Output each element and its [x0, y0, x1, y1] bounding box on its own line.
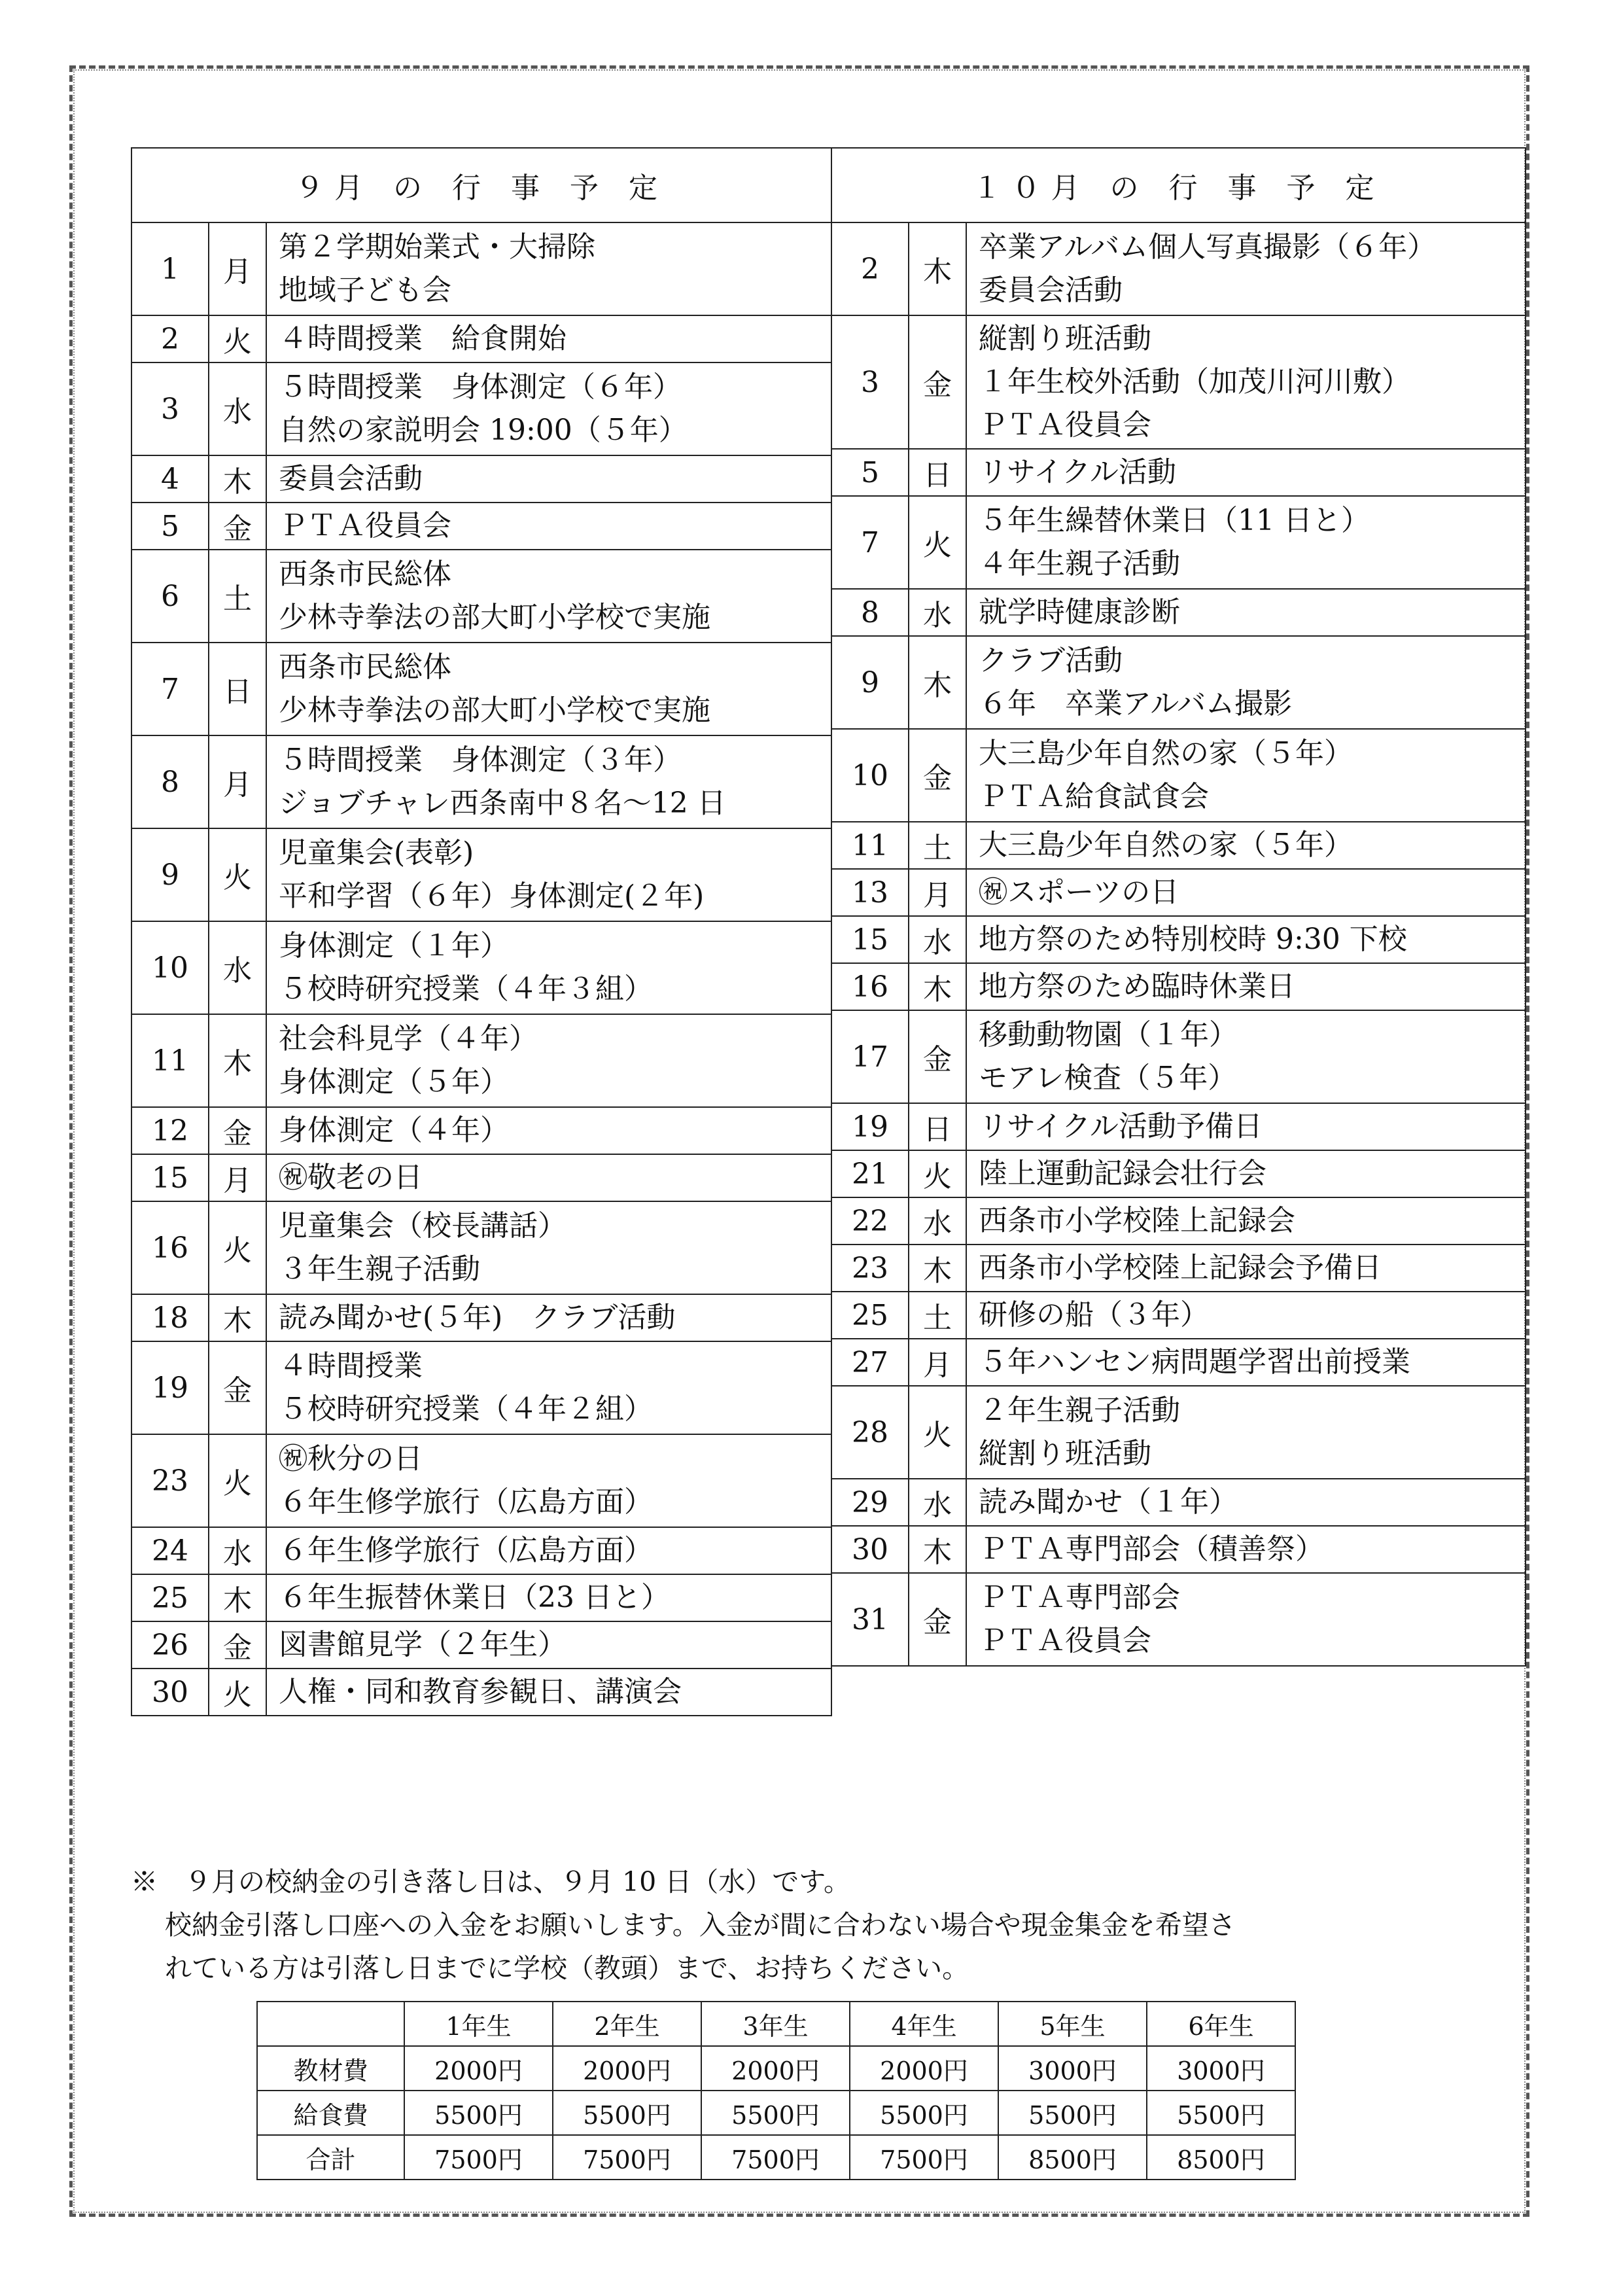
fee-row — [257, 2135, 1295, 2180]
events-cell — [266, 455, 831, 503]
day-cell: 25 — [831, 1292, 909, 1339]
schedule-row — [831, 1339, 1526, 1386]
event-text: ６年生修学旅行（広島方面） — [279, 1534, 653, 1567]
event-text: 大三島少年自然の家（５年） — [979, 828, 1353, 862]
weekday-cell: 金 — [909, 1010, 966, 1103]
event-text: 西条市民総体 — [279, 557, 451, 591]
event-text: ６年生振替休業日（23 日と） — [279, 1581, 670, 1614]
day-cell: 5 — [831, 449, 909, 496]
events-cell — [966, 1479, 1526, 1526]
fee-cell — [257, 2002, 404, 2046]
events-cell — [266, 222, 831, 315]
event-text: 平和学習（６年）身体測定(２年) — [279, 879, 705, 913]
events-cell — [266, 1014, 831, 1107]
day-cell: 5 — [131, 503, 209, 550]
fee-cell: 5500円 — [701, 2091, 850, 2135]
fee-row — [257, 2046, 1295, 2091]
schedule-row — [831, 1292, 1526, 1339]
event-text: 就学時健康診断 — [979, 595, 1180, 629]
weekday-cell: 水 — [209, 362, 266, 455]
fee-cell: 1年生 — [404, 2002, 553, 2046]
weekday-cell: 火 — [209, 1434, 266, 1527]
event-text: ㊗スポーツの日 — [979, 875, 1179, 909]
weekday-cell: 水 — [909, 1197, 966, 1245]
schedule-row — [131, 1014, 831, 1107]
day-cell: 6 — [131, 550, 209, 643]
schedule-row — [131, 503, 831, 550]
events-cell — [266, 1669, 831, 1716]
weekday-cell: 金 — [209, 1621, 266, 1669]
day-cell: 25 — [131, 1574, 209, 1621]
fee-cell: 8500円 — [1147, 2135, 1295, 2180]
day-cell: 13 — [831, 869, 909, 916]
weekday-cell: 金 — [209, 503, 266, 550]
event-text: 縦割り班活動 — [979, 1437, 1151, 1470]
events-cell — [266, 921, 831, 1014]
events-cell — [266, 828, 831, 921]
event-text: 委員会活動 — [979, 274, 1123, 307]
fee-cell: 5500円 — [553, 2091, 701, 2135]
day-cell: 30 — [131, 1669, 209, 1716]
event-text: ６年生修学旅行（広島方面） — [279, 1485, 653, 1519]
schedule-row — [131, 222, 831, 315]
day-cell: 7 — [831, 496, 909, 589]
event-text: 西条市民総体 — [279, 650, 451, 684]
weekday-cell: 土 — [209, 550, 266, 643]
schedule-row — [831, 222, 1526, 315]
events-cell — [266, 735, 831, 828]
fee-cell: 5年生 — [998, 2002, 1147, 2046]
schedule-row — [131, 1574, 831, 1621]
event-text: 身体測定（４年） — [279, 1114, 509, 1147]
weekday-cell: 木 — [909, 1526, 966, 1573]
day-cell: 27 — [831, 1339, 909, 1386]
fee-cell: 5500円 — [998, 2091, 1147, 2135]
weekday-cell: 火 — [209, 315, 266, 362]
event-text: 身体測定（５年） — [279, 1065, 509, 1099]
day-cell: 15 — [131, 1154, 209, 1201]
weekday-cell: 木 — [909, 1245, 966, 1292]
october-title: １０月 の 行 事 予 定 — [831, 148, 1526, 222]
event-text: 研修の船（３年） — [979, 1298, 1209, 1332]
schedule-row — [831, 1573, 1526, 1666]
event-text: 少林寺拳法の部大町小学校で実施 — [279, 601, 710, 634]
schedule-row — [831, 1386, 1526, 1479]
events-cell — [266, 1527, 831, 1574]
schedule-row — [831, 636, 1526, 729]
schedule-row — [831, 589, 1526, 636]
fee-cell: 7500円 — [701, 2135, 850, 2180]
event-text: 縦割り班活動 — [979, 322, 1151, 355]
weekday-cell: 水 — [209, 1527, 266, 1574]
event-text: ５年ハンセン病問題学習出前授業 — [979, 1345, 1410, 1379]
fee-note-line3: れている方は引落し日までに学校（教頭）まで、お持ちください。 — [165, 1952, 969, 1984]
fee-table — [256, 2001, 1296, 2180]
event-text: 少林寺拳法の部大町小学校で実施 — [279, 694, 710, 727]
event-text: ㊗秋分の日 — [279, 1442, 423, 1475]
weekday-cell: 月 — [209, 1154, 266, 1201]
event-text: ２年生親子活動 — [979, 1394, 1180, 1427]
events-cell — [966, 1526, 1526, 1573]
day-cell: 16 — [831, 963, 909, 1010]
day-cell: 15 — [831, 916, 909, 963]
day-cell: 17 — [831, 1010, 909, 1103]
fee-cell: 2000円 — [850, 2046, 998, 2091]
weekday-cell: 金 — [909, 1573, 966, 1666]
day-cell: 24 — [131, 1527, 209, 1574]
fee-cell: 5500円 — [850, 2091, 998, 2135]
events-cell — [966, 869, 1526, 916]
day-cell: 9 — [831, 636, 909, 729]
fee-cell: 2000円 — [553, 2046, 701, 2091]
events-cell — [266, 643, 831, 735]
schedule-row — [831, 963, 1526, 1010]
event-text: 図書館見学（２年生） — [279, 1628, 567, 1661]
event-text: 西条市小学校陸上記録会予備日 — [979, 1251, 1382, 1284]
day-cell: 9 — [131, 828, 209, 921]
event-text: 児童集会(表彰) — [279, 836, 474, 870]
weekday-cell: 水 — [909, 916, 966, 963]
day-cell: 11 — [131, 1014, 209, 1107]
day-cell: 30 — [831, 1526, 909, 1573]
schedule-row — [831, 1479, 1526, 1526]
weekday-cell: 火 — [909, 1150, 966, 1197]
day-cell: 7 — [131, 643, 209, 735]
events-cell — [966, 636, 1526, 729]
weekday-cell: 金 — [209, 1341, 266, 1434]
events-cell — [966, 1573, 1526, 1666]
weekday-cell: 火 — [209, 828, 266, 921]
weekday-cell: 木 — [209, 455, 266, 503]
events-cell — [966, 1197, 1526, 1245]
event-text: ３年生親子活動 — [279, 1252, 480, 1286]
weekday-cell: 火 — [909, 496, 966, 589]
day-cell: 8 — [831, 589, 909, 636]
event-text: ＰＴＡ役員会 — [279, 509, 451, 542]
events-cell — [266, 1434, 831, 1527]
events-cell — [966, 1010, 1526, 1103]
event-text: モアレ検査（５年） — [979, 1061, 1237, 1095]
day-cell: 3 — [131, 362, 209, 455]
fee-cell: 3000円 — [998, 2046, 1147, 2091]
weekday-cell: 木 — [909, 636, 966, 729]
events-cell — [966, 1150, 1526, 1197]
day-cell: 23 — [131, 1434, 209, 1527]
schedule-row — [131, 1107, 831, 1154]
fee-cell: 教材費 — [257, 2046, 404, 2091]
event-text: 大三島少年自然の家（５年） — [979, 737, 1353, 770]
schedule-row — [131, 828, 831, 921]
day-cell: 21 — [831, 1150, 909, 1197]
weekday-cell: 日 — [909, 449, 966, 496]
event-text: 西条市小学校陸上記録会 — [979, 1204, 1295, 1237]
schedule-row — [831, 1150, 1526, 1197]
events-cell — [966, 315, 1526, 449]
schedule-row — [831, 729, 1526, 822]
schedule-row — [131, 362, 831, 455]
event-text: 委員会活動 — [279, 462, 423, 495]
events-cell — [966, 916, 1526, 963]
events-cell — [266, 1154, 831, 1201]
day-cell: 4 — [131, 455, 209, 503]
schedule-row — [131, 921, 831, 1014]
schedule-row — [131, 1154, 831, 1201]
weekday-cell: 木 — [209, 1574, 266, 1621]
fee-cell: 6年生 — [1147, 2002, 1295, 2046]
events-cell — [266, 362, 831, 455]
schedule-row — [831, 1103, 1526, 1150]
event-text: 地域子ども会 — [279, 274, 451, 307]
weekday-cell: 月 — [209, 222, 266, 315]
schedule-row — [831, 1526, 1526, 1573]
weekday-cell: 月 — [909, 869, 966, 916]
schedule-row — [831, 916, 1526, 963]
day-cell: 2 — [831, 222, 909, 315]
weekday-cell: 金 — [909, 729, 966, 822]
events-cell — [966, 1339, 1526, 1386]
weekday-cell: 金 — [209, 1107, 266, 1154]
fee-cell: 7500円 — [850, 2135, 998, 2180]
fee-cell: 5500円 — [404, 2091, 553, 2135]
weekday-cell: 水 — [909, 589, 966, 636]
event-text: 自然の家説明会 19:00（５年） — [279, 414, 688, 447]
event-text: 地方祭のため特別校時 9:30 下校 — [979, 923, 1407, 956]
weekday-cell: 木 — [909, 963, 966, 1010]
day-cell: 8 — [131, 735, 209, 828]
fee-cell: 3000円 — [1147, 2046, 1295, 2091]
event-text: ＰＴＡ役員会 — [979, 1624, 1151, 1657]
weekday-cell: 日 — [909, 1103, 966, 1150]
day-cell: 22 — [831, 1197, 909, 1245]
schedule-row — [131, 1434, 831, 1527]
fee-note-line1: ※ ９月の校納金の引き落し日は、９月 10 日（水）です。 — [131, 1866, 850, 1898]
event-text: ６年 卒業アルバム撮影 — [979, 687, 1293, 720]
events-cell — [266, 503, 831, 550]
weekday-cell: 日 — [209, 643, 266, 735]
event-text: ５年生繰替休業日（11 日と） — [979, 504, 1370, 537]
event-text: 読み聞かせ(５年) クラブ活動 — [279, 1301, 676, 1334]
weekday-cell: 土 — [909, 822, 966, 869]
event-text: ＰＴＡ専門部会（積善祭） — [979, 1532, 1324, 1566]
weekday-cell: 金 — [909, 315, 966, 449]
october-schedule-table — [831, 147, 1526, 1667]
event-text: １年生校外活動（加茂川河川敷） — [979, 365, 1410, 398]
schedule-row — [131, 1201, 831, 1294]
fee-cell: 7500円 — [553, 2135, 701, 2180]
schedule-row — [131, 550, 831, 643]
schedule-row — [831, 1010, 1526, 1103]
events-cell — [966, 496, 1526, 589]
events-cell — [966, 222, 1526, 315]
day-cell: 19 — [131, 1341, 209, 1434]
fee-row — [257, 2091, 1295, 2135]
events-cell — [266, 1201, 831, 1294]
weekday-cell: 土 — [909, 1292, 966, 1339]
weekday-cell: 火 — [909, 1386, 966, 1479]
event-text: ＰＴＡ役員会 — [979, 408, 1151, 442]
events-cell — [266, 1574, 831, 1621]
day-cell: 11 — [831, 822, 909, 869]
weekday-cell: 木 — [209, 1014, 266, 1107]
weekday-cell: 水 — [209, 921, 266, 1014]
schedule-row — [131, 1621, 831, 1669]
event-text: 身体測定（１年） — [279, 929, 509, 963]
day-cell: 10 — [831, 729, 909, 822]
weekday-cell: 木 — [209, 1294, 266, 1341]
weekday-cell: 木 — [909, 222, 966, 315]
schedule-row — [831, 315, 1526, 449]
september-title: ９月 の 行 事 予 定 — [131, 148, 831, 222]
events-cell — [966, 822, 1526, 869]
schedule-row — [831, 822, 1526, 869]
event-text: ５校時研究授業（４年２組） — [279, 1392, 653, 1426]
event-text: ＰＴＡ給食試食会 — [979, 780, 1209, 813]
event-text: 地方祭のため臨時休業日 — [979, 970, 1295, 1003]
day-cell: 29 — [831, 1479, 909, 1526]
fee-cell: 2000円 — [404, 2046, 553, 2091]
events-cell — [966, 1245, 1526, 1292]
day-cell: 18 — [131, 1294, 209, 1341]
day-cell: 3 — [831, 315, 909, 449]
day-cell: 19 — [831, 1103, 909, 1150]
day-cell: 23 — [831, 1245, 909, 1292]
weekday-cell: 水 — [909, 1479, 966, 1526]
fee-cell: 2000円 — [701, 2046, 850, 2091]
weekday-cell: 火 — [209, 1201, 266, 1294]
events-cell — [966, 1103, 1526, 1150]
event-text: ５時間授業 身体測定（３年） — [279, 743, 682, 777]
event-text: ㊗敬老の日 — [279, 1161, 423, 1194]
schedule-row — [831, 1197, 1526, 1245]
event-text: ジョブチャレ西条南中８名～12 日 — [279, 786, 726, 820]
event-text: 陸上運動記録会壮行会 — [979, 1157, 1266, 1190]
schedule-row — [131, 455, 831, 503]
fee-header-row — [257, 2002, 1295, 2046]
day-cell: 26 — [131, 1621, 209, 1669]
event-text: リサイクル活動 — [979, 455, 1176, 489]
schedule-row — [131, 643, 831, 735]
day-cell: 16 — [131, 1201, 209, 1294]
fee-cell: 2年生 — [553, 2002, 701, 2046]
weekday-cell: 月 — [209, 735, 266, 828]
fee-cell: 7500円 — [404, 2135, 553, 2180]
schedule-row — [131, 735, 831, 828]
event-text: ４時間授業 給食開始 — [279, 322, 567, 355]
event-text: ４時間授業 — [279, 1349, 423, 1383]
schedule-row — [831, 1245, 1526, 1292]
event-text: 卒業アルバム個人写真撮影（６年） — [979, 230, 1437, 264]
events-cell — [266, 1294, 831, 1341]
events-cell — [266, 1107, 831, 1154]
day-cell: 10 — [131, 921, 209, 1014]
event-text: 移動動物園（１年） — [979, 1018, 1238, 1051]
event-text: ＰＴＡ専門部会 — [979, 1581, 1180, 1614]
event-text: ５時間授業 身体測定（６年） — [279, 370, 682, 404]
events-cell — [966, 449, 1526, 496]
day-cell: 12 — [131, 1107, 209, 1154]
schedule-row — [831, 869, 1526, 916]
fee-cell: 給食費 — [257, 2091, 404, 2135]
fee-cell: 4年生 — [850, 2002, 998, 2046]
events-cell — [966, 729, 1526, 822]
event-text: リサイクル活動予備日 — [979, 1110, 1263, 1143]
fee-cell: 8500円 — [998, 2135, 1147, 2180]
events-cell — [966, 589, 1526, 636]
fee-note-line2: 校納金引落し口座への入金をお願いします。入金が間に合わない場合や現金集金を希望さ — [165, 1909, 1236, 1941]
event-text: ４年生親子活動 — [979, 547, 1180, 580]
event-text: ５校時研究授業（４年３組） — [279, 972, 653, 1006]
schedule-row — [131, 1294, 831, 1341]
event-text: クラブ活動 — [979, 644, 1123, 677]
event-text: 読み聞かせ（１年） — [979, 1485, 1238, 1519]
schedule-row — [131, 1341, 831, 1434]
events-cell — [266, 1341, 831, 1434]
schedule-row — [131, 1669, 831, 1716]
fee-cell: 3年生 — [701, 2002, 850, 2046]
day-cell: 2 — [131, 315, 209, 362]
event-text: 人権・同和教育参観日、講演会 — [279, 1675, 682, 1708]
events-cell — [966, 963, 1526, 1010]
events-cell — [266, 315, 831, 362]
event-text: 児童集会（校長講話） — [279, 1209, 567, 1243]
events-cell — [266, 550, 831, 643]
weekday-cell: 月 — [909, 1339, 966, 1386]
schedule-row — [131, 315, 831, 362]
schedule-row — [831, 496, 1526, 589]
event-text: 第２学期始業式・大掃除 — [279, 230, 595, 264]
weekday-cell: 火 — [209, 1669, 266, 1716]
schedule-row — [831, 449, 1526, 496]
event-text: 社会科見学（４年） — [279, 1022, 538, 1055]
events-cell — [266, 1621, 831, 1669]
september-schedule-table — [131, 147, 832, 1716]
day-cell: 1 — [131, 222, 209, 315]
fee-cell: 合計 — [257, 2135, 404, 2180]
events-cell — [966, 1292, 1526, 1339]
day-cell: 31 — [831, 1573, 909, 1666]
schedule-row — [131, 1527, 831, 1574]
day-cell: 28 — [831, 1386, 909, 1479]
fee-cell: 5500円 — [1147, 2091, 1295, 2135]
events-cell — [966, 1386, 1526, 1479]
